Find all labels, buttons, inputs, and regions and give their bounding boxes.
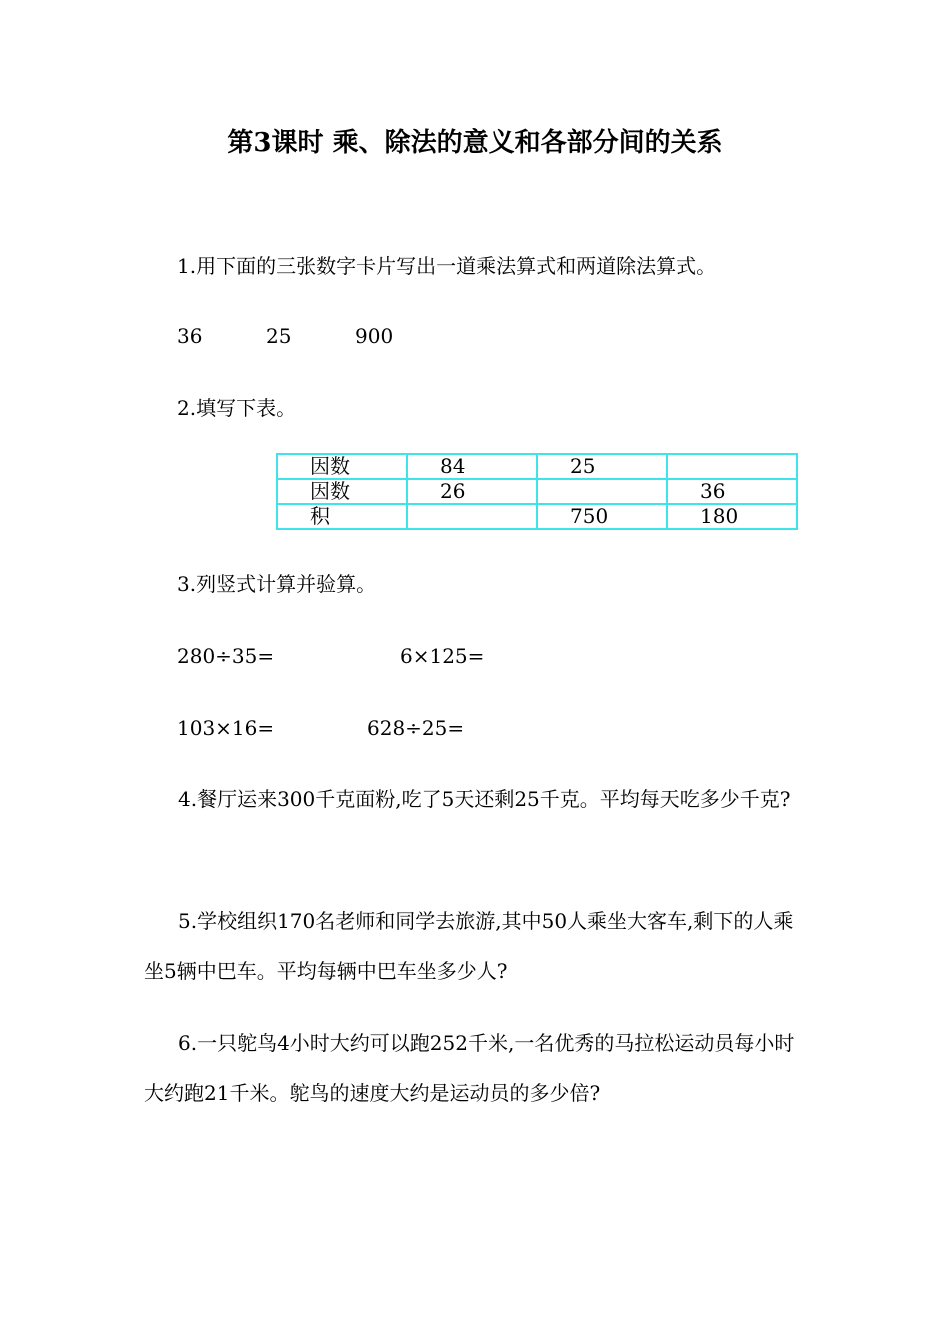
table-row: [277, 504, 797, 529]
table-cell: 积: [277, 504, 407, 529]
table-cell: 因数: [277, 454, 407, 479]
table-cell: 750: [537, 504, 667, 529]
table-row: [277, 454, 797, 479]
fill-table: [276, 453, 798, 530]
table-cell: [537, 479, 667, 504]
question-1: 1.用下面的三张数字卡片写出一道乘法算式和两道除法算式。: [177, 254, 717, 278]
table-cell: [667, 454, 797, 479]
question-4: 4.餐厅运来300千克面粉,吃了5天还剩25千克。平均每天吃多少千克?: [178, 787, 791, 811]
question-2: 2.填写下表。: [177, 396, 297, 420]
table-cell: 84: [407, 454, 537, 479]
card-1: 36: [177, 324, 203, 348]
expression: 628÷25=: [367, 716, 465, 740]
page-title: 第3课时 乘、除法的意义和各部分间的关系: [227, 128, 723, 158]
card-3: 900: [355, 324, 394, 348]
table-cell: 26: [407, 479, 537, 504]
card-2: 25: [266, 324, 292, 348]
expression: 6×125=: [400, 644, 485, 668]
table-cell: 36: [667, 479, 797, 504]
expression: 103×16=: [177, 716, 275, 740]
question-6: 6.一只鸵鸟4小时大约可以跑252千米,一名优秀的马拉松运动员每小时大约跑21千米。鸵鸟的速度大约是运动员的多少倍?: [144, 1031, 795, 1105]
table-cell: [407, 504, 537, 529]
question-3: 3.列竖式计算并验算。: [177, 572, 377, 596]
table-cell: 25: [537, 454, 667, 479]
table-cell: 180: [667, 504, 797, 529]
question-5: 5.学校组织170名老师和同学去旅游,其中50人乘坐大客车,剩下的人乘坐5辆中巴车。平均每辆中巴车坐多少人?: [144, 909, 794, 983]
table-row: [277, 479, 797, 504]
expression: 280÷35=: [177, 644, 275, 668]
table-cell: 因数: [277, 479, 407, 504]
